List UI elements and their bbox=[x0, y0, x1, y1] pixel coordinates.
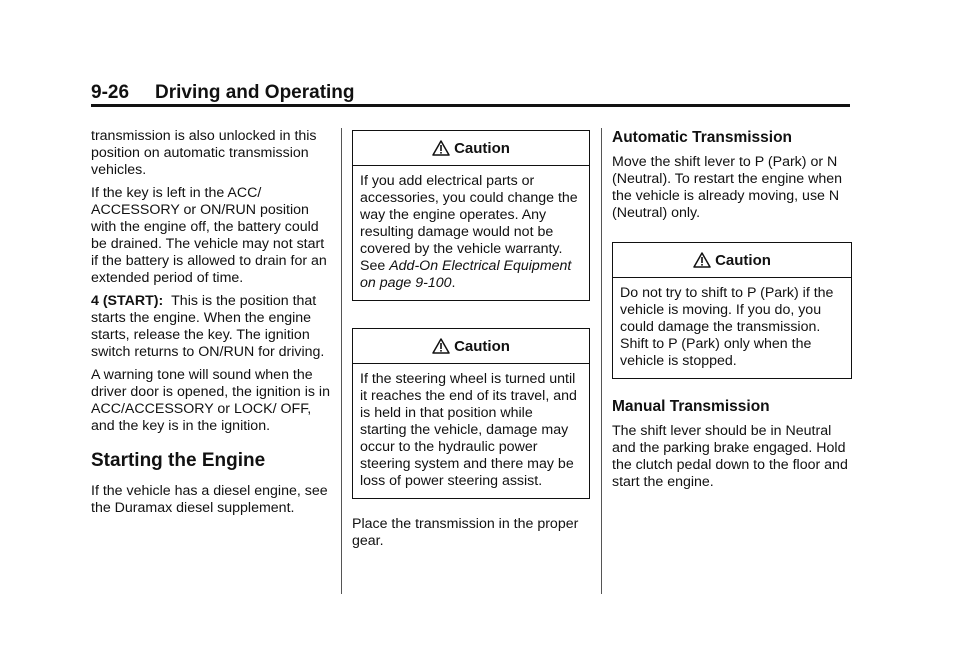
paragraph-proper-gear: Place the transmission in the proper gear. bbox=[352, 516, 579, 549]
column-right bbox=[612, 128, 852, 497]
column-divider-1 bbox=[341, 128, 342, 594]
caution-text: Do not try to shift to P (Park) if the vehicle is moving. If you do, you could damage the transmission. Shift to P (Park) only when the vehicle is stopped. bbox=[620, 285, 834, 369]
column-divider-2 bbox=[601, 128, 602, 594]
paragraph-warning-tone: A warning tone will sound when the driver door is opened, the ignition is in ACC/ACCESSORY or LOCK/ OFF, and the key is in the ignition. bbox=[91, 367, 330, 434]
caution-body bbox=[613, 278, 851, 378]
caution-title: Caution bbox=[454, 139, 510, 157]
section-title: Driving and Operating bbox=[155, 82, 355, 103]
page-number: 9-26 bbox=[91, 82, 130, 103]
caution-header bbox=[613, 243, 851, 278]
paragraph-automatic: Move the shift lever to P (Park) or N (Neutral). To restart the engine when the vehicle is already moving, use N (Neutral) only. bbox=[612, 154, 843, 221]
heading-manual-transmission: Manual Transmission bbox=[612, 398, 770, 415]
column-left bbox=[91, 128, 333, 523]
paragraph-diesel: If the vehicle has a diesel engine, see the Duramax diesel supplement. bbox=[91, 483, 328, 516]
paragraph-manual: The shift lever should be in Neutral and the parking brake engaged. Hold the clutch pedal down to the floor and start the engine. bbox=[612, 423, 848, 490]
heading-automatic-transmission: Automatic Transmission bbox=[612, 129, 793, 146]
caution-text: If you add electrical parts or accessories, you could change the way the engine operates. Any resulting damage would not be covered by the vehicle warranty. See bbox=[360, 173, 578, 274]
heading-starting-engine: Starting the Engine bbox=[91, 450, 266, 471]
cross-reference-link[interactable]: Add-On Electrical Equipment on page 9-100 bbox=[360, 258, 572, 291]
start-text: This is the position that starts the engine. When the engine starts, release the key. The ignition switch returns to ON/RUN for driving. bbox=[91, 293, 325, 360]
caution-box-park bbox=[612, 242, 852, 379]
caution-box-electrical bbox=[352, 130, 590, 301]
column-middle bbox=[352, 130, 590, 556]
caution-body bbox=[353, 166, 589, 300]
caution-box-steering bbox=[352, 328, 590, 499]
caution-title: Caution bbox=[454, 337, 510, 355]
warning-triangle-icon bbox=[693, 252, 711, 268]
caution-header bbox=[353, 329, 589, 364]
header-rule bbox=[91, 104, 850, 107]
paragraph-start-position bbox=[91, 293, 333, 361]
paragraph-unlock: transmission is also unlocked in this position on automatic transmission vehicles. bbox=[91, 128, 317, 178]
caution-text-end: . bbox=[451, 275, 456, 291]
warning-triangle-icon bbox=[432, 338, 450, 354]
start-label: 4 (START): bbox=[91, 293, 164, 309]
caution-body bbox=[353, 364, 589, 498]
paragraph-acc-battery: If the key is left in the ACC/ ACCESSORY or ON/RUN position with the engine off, the battery could be drained. The vehicle may not start if the battery is allowed to drain for an extended period of time. bbox=[91, 185, 327, 286]
caution-text: If the steering wheel is turned until it reaches the end of its travel, and is held in that position while starting the vehicle, damage may occur to the hydraulic power steering system and there may be loss of power steering assist. bbox=[360, 371, 577, 489]
warning-triangle-icon bbox=[432, 140, 450, 156]
caution-title: Caution bbox=[715, 251, 771, 269]
page-header bbox=[91, 82, 851, 104]
caution-header bbox=[353, 131, 589, 166]
